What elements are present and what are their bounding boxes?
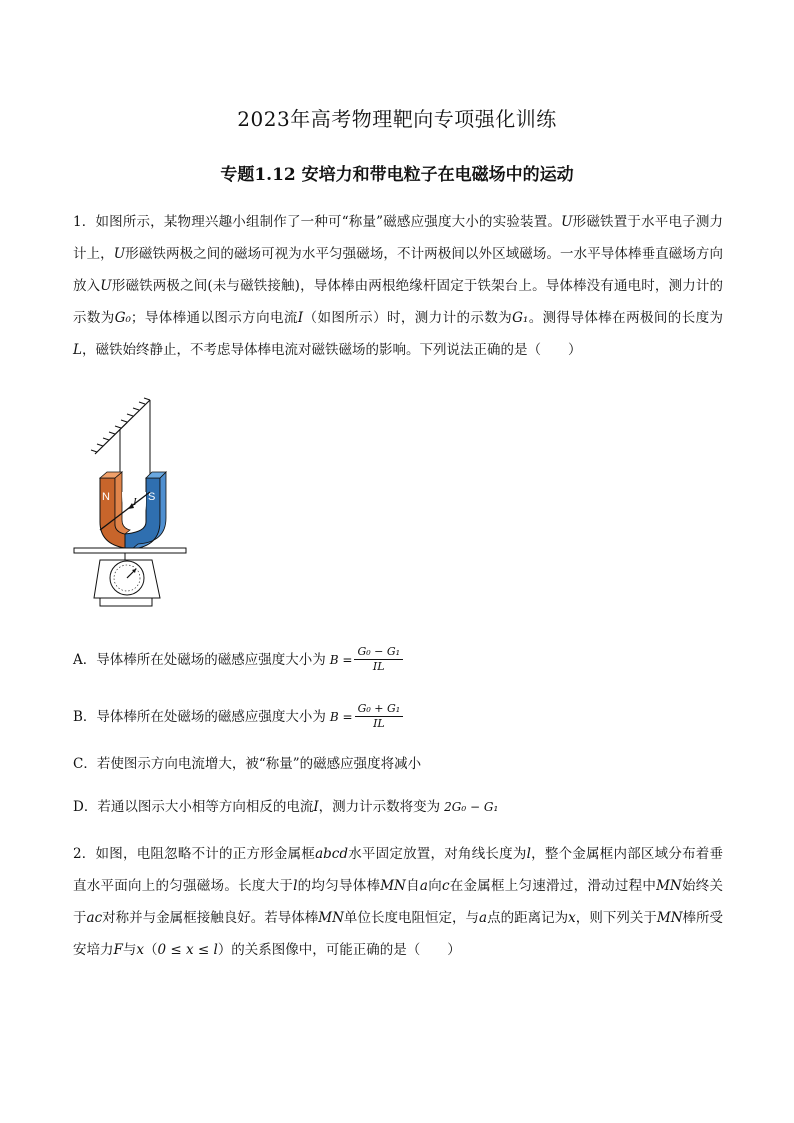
- q2-symbol: l: [293, 878, 298, 894]
- q2-text: 点的距离记为: [487, 910, 569, 926]
- q2-symbol: a: [479, 910, 488, 926]
- q2-symbol: MN: [318, 910, 344, 926]
- option-c-text: C．若使图示方向电流增大，被“称量”的磁感应强度将减小: [73, 756, 422, 772]
- q2-text: 的均匀导体棒: [297, 878, 381, 894]
- q2-symbol: MN: [380, 878, 406, 894]
- option-a-fraction: [354, 645, 403, 674]
- q1-symbol-G1: G₁: [512, 310, 529, 326]
- q2-text: ，整个金属框内部区域分布着垂直水平面向上的匀强磁场。长度大于: [73, 846, 724, 894]
- support-beam: [95, 400, 150, 454]
- option-d-symbol-I: I: [313, 799, 319, 815]
- option-a-numerator: G₀ − G₁: [354, 645, 403, 660]
- q2-symbol: a: [419, 878, 428, 894]
- question-1-stem: [73, 206, 723, 366]
- option-b[interactable]: [73, 702, 723, 731]
- option-b-lhs: B =: [329, 709, 353, 724]
- q2-text: 水平固定放置，对角线长度为: [347, 846, 527, 862]
- q2-symbol: abcd: [315, 846, 348, 862]
- question-2-stem: [73, 838, 723, 966]
- option-a[interactable]: [73, 645, 723, 674]
- q2-symbol: MN: [656, 910, 683, 926]
- q1-symbol-U: U: [561, 214, 573, 230]
- q2-text: （: [144, 942, 158, 958]
- q1-text: 形磁铁置于水平电子测力计上，: [73, 214, 723, 262]
- option-d-text: ，测力计示数将变为: [318, 799, 441, 815]
- q2-text: 与: [122, 942, 137, 958]
- q2-text: ，则下列关于: [575, 910, 657, 926]
- q2-text: 始终关于: [73, 878, 724, 926]
- q2-symbol: x: [136, 942, 144, 958]
- q1-text: 形磁铁两极之间(未与磁铁接触)，导体棒由两根绝缘杆固定于铁架台上。导体棒没有通电时，测力计的示数为: [73, 278, 723, 326]
- q1-symbol-U: U: [113, 246, 126, 262]
- q2-symbol: ac: [86, 910, 103, 926]
- scale-plate: [74, 548, 186, 553]
- q2-range: 0 ≤ x ≤ l: [157, 942, 218, 958]
- q2-text: 单位长度电阻恒定，与: [343, 910, 480, 926]
- q2-symbol: x: [568, 910, 576, 926]
- option-a-lhs: B =: [329, 652, 353, 667]
- q1-text: 1．如图所示，某物理兴趣小组制作了一种可“称量”磁感应强度大小的实验装置。: [73, 214, 562, 230]
- q1-text: 。测得导体棒在两极间的长度为: [528, 310, 724, 326]
- label-n: N: [102, 491, 110, 503]
- page-title: 2023年高考物理靶向专项强化训练: [237, 107, 557, 131]
- q1-symbol-I: I: [297, 310, 304, 326]
- q1-symbol-G0: G₀: [114, 310, 131, 326]
- magnet-balance-figure: [70, 392, 194, 614]
- option-d-text: D．若通以图示大小相等方向相反的电流: [73, 799, 314, 815]
- q2-symbol: l: [526, 846, 531, 862]
- option-a-text: A．导体棒所在处磁场的磁感应强度大小为: [73, 651, 326, 668]
- q2-text: 棒所受安培力: [73, 910, 724, 958]
- option-d[interactable]: [73, 795, 723, 819]
- q2-text: ）的关系图像中，可能正确的是（ ）: [217, 942, 461, 958]
- q1-text: ；导体棒通以图示方向电流: [130, 310, 298, 326]
- figure-svg: [70, 392, 194, 614]
- option-b-numerator: G₀ + G₁: [355, 702, 404, 717]
- q2-text: 在金属框上匀速滑过，滑动过程中: [449, 878, 657, 894]
- q2-text: 自: [405, 878, 420, 894]
- q2-symbol: MN: [656, 878, 682, 894]
- q1-text: 形磁铁两极之间的磁场可视为水平匀强磁场，不计两极间以外区域磁场。一水平导体棒垂直磁场方向放入: [73, 246, 724, 294]
- option-d-expression: 2G₀ − G₁: [444, 800, 499, 814]
- q1-text: ，磁铁始终静止，不考虑导体棒电流对磁铁磁场的影响。下列说法正确的是（ ）: [81, 342, 582, 358]
- option-b-denominator: IL: [373, 717, 385, 730]
- page-subtitle: 专题1.12 安培力和带电粒子在电磁场中的运动: [220, 165, 574, 185]
- option-c[interactable]: [73, 752, 723, 776]
- label-s: S: [148, 491, 156, 503]
- q2-text: 2．如图，电阻忽略不计的正方形金属框: [73, 846, 316, 862]
- option-b-text: B．导体棒所在处磁场的磁感应强度大小为: [73, 708, 326, 725]
- q1-symbol-U: U: [100, 278, 112, 294]
- q2-symbol: F: [113, 942, 123, 958]
- option-b-fraction: [355, 702, 404, 731]
- label-current: I: [133, 496, 137, 508]
- q2-text: 向: [427, 878, 442, 894]
- option-a-denominator: IL: [372, 660, 385, 673]
- q1-symbol-L: L: [73, 342, 82, 358]
- q1-text: （如图所示）时，测力计的示数为: [303, 310, 513, 326]
- q2-text: 对称并与金属框接触良好。若导体棒: [102, 910, 319, 926]
- q2-symbol: c: [441, 878, 450, 894]
